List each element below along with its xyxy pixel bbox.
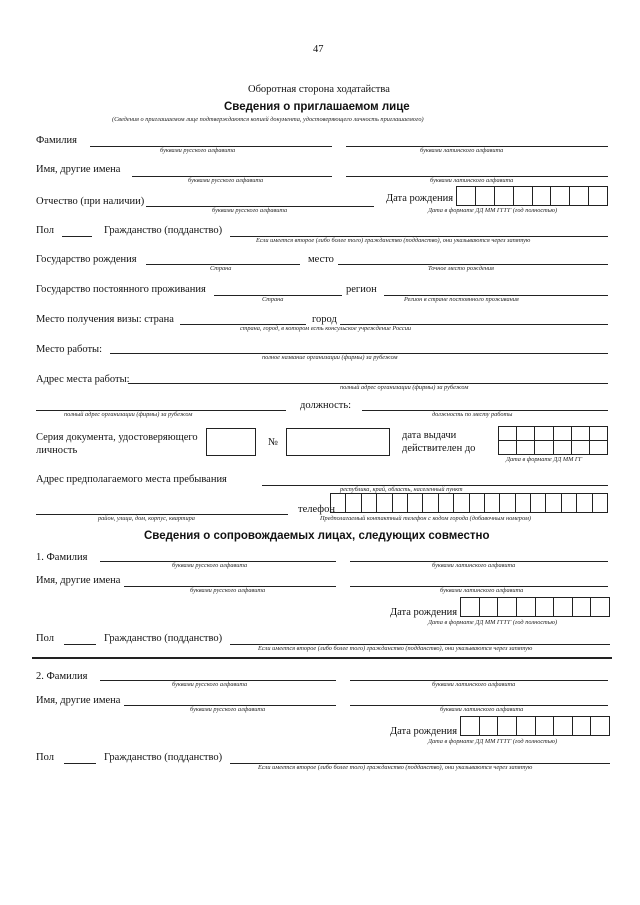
birth-state-label: Государство рождения <box>36 254 137 265</box>
p2-hint-name-lat: буквами латинского алфавита <box>440 706 524 713</box>
birth-place-label: место <box>308 254 334 265</box>
hint-second-citizenship: Если имеется второе (либо более того) гражданство (подданство), они указываются через запятую <box>256 237 531 244</box>
page-number: 47 <box>313 44 324 55</box>
p2-sex-line[interactable] <box>64 763 96 764</box>
issue-date-label: дата выдачи <box>402 430 457 441</box>
p1-sex-line[interactable] <box>64 644 96 645</box>
sex-label: Пол <box>36 225 54 236</box>
p1-hint-second-citizenship: Если имеется второе (либо более того) гражданство (подданство), они указываются через запятую <box>258 645 533 652</box>
section-title-invited: Сведения о приглашаемом лице <box>224 101 410 113</box>
p2-citizenship-label: Гражданство (подданство) <box>104 752 223 763</box>
hint-contact-phone: Предполагаемый контактный телефон с кодом города (добавочным номером) <box>320 515 531 522</box>
hint-republic-region: республика, край, область, населенный пункт <box>340 486 463 493</box>
p2-dob-cells[interactable] <box>460 716 610 736</box>
workplace-label: Место работы: <box>36 344 103 355</box>
doc-series-box[interactable] <box>206 428 256 456</box>
section-subtitle: (Сведения о приглашаемом лице подтверждаются копией документа, удостоверяющего личность приглашаемого) <box>112 116 424 123</box>
p1-hint-dob: Дата в формате ДД ММ ГГГГ (год полностью) <box>428 619 558 626</box>
hint-surname-ru: буквами русского алфавита <box>160 147 236 154</box>
hint-region: Регион в стране постоянного проживания <box>404 296 519 303</box>
p1-hint-name-ru: буквами русского алфавита <box>190 587 266 594</box>
hint-name-lat: буквами латинского алфавита <box>430 177 514 184</box>
p2-hint-surname-lat: буквами латинского алфавита <box>432 681 516 688</box>
reverse-side-caption: Оборотная сторона ходатайства <box>248 84 390 95</box>
hint-exact-birthplace: Точное место рождения <box>428 265 494 272</box>
p2-surname-label: 2. Фамилия <box>36 671 88 682</box>
p1-dob-cells[interactable] <box>460 597 610 617</box>
issue-date-cells[interactable] <box>498 426 608 441</box>
hint-org-address: полный адрес организации (фирмы) за рубежом <box>340 384 469 391</box>
p2-hint-second-citizenship: Если имеется второе (либо более того) гражданство (подданство), они указываются через запятую <box>258 764 533 771</box>
p2-name-label: Имя, другие имена <box>36 695 121 706</box>
hint-dob: Дата в формате ДД ММ ГГГГ (год полностью) <box>428 207 558 214</box>
sex-line[interactable] <box>62 236 92 237</box>
name-label: Имя, другие имена <box>36 164 121 175</box>
visa-place-label: Место получения визы: страна <box>36 314 174 325</box>
hint-org-address-2: полный адрес организации (фирмы) за рубежом <box>64 411 193 418</box>
region-label: регион <box>346 284 377 295</box>
p1-dob-label: Дата рождения <box>390 607 458 618</box>
phone-label: телефон <box>298 504 335 515</box>
companion-divider <box>32 657 612 659</box>
residence-state-label: Государство постоянного проживания <box>36 284 206 295</box>
hint-patronymic: буквами русского алфавита <box>212 207 288 214</box>
hint-country: Страна <box>210 265 232 272</box>
citizenship-label: Гражданство (подданство) <box>104 225 223 236</box>
p1-name-label: Имя, другие имена <box>36 575 121 586</box>
p2-dob-label: Дата рождения <box>390 726 458 737</box>
hint-consulate: страна, город, в котором есть консульское учреждение России <box>240 325 411 332</box>
hint-position: должность по месту работы <box>432 411 513 418</box>
valid-until-label: действителен до <box>402 443 476 454</box>
p1-hint-surname-lat: буквами латинского алфавита <box>432 562 516 569</box>
surname-label: Фамилия <box>36 135 77 146</box>
patronymic-label: Отчество (при наличии) <box>36 196 145 207</box>
p1-surname-label: 1. Фамилия <box>36 552 88 563</box>
section-title-companions: Сведения о сопровождаемых лицах, следующих совместно <box>144 530 490 542</box>
p2-hint-dob: Дата в формате ДД ММ ГГГГ (год полностью) <box>428 738 558 745</box>
p1-sex-label: Пол <box>36 633 54 644</box>
number-sign: № <box>268 437 279 448</box>
city-label: город <box>312 314 337 325</box>
hint-surname-lat: буквами латинского алфавита <box>420 147 504 154</box>
dob-cells[interactable] <box>456 186 608 206</box>
doc-series-label: Серия документа, удостоверяющего <box>36 432 198 443</box>
stay-address-label: Адрес предполагаемого места пребывания <box>36 474 227 485</box>
doc-series-label-2: личность <box>36 445 78 456</box>
p1-hint-surname-ru: буквами русского алфавита <box>172 562 248 569</box>
doc-number-box[interactable] <box>286 428 390 456</box>
work-address-label: Адрес места работы: <box>36 374 130 385</box>
hint-date-ddmmyy: Дата в формате ДД ММ ГГ <box>506 456 583 463</box>
p1-citizenship-label: Гражданство (подданство) <box>104 633 223 644</box>
p2-hint-name-ru: буквами русского алфавита <box>190 706 266 713</box>
hint-org-name: полное название организации (фирмы) за рубежом <box>262 354 398 361</box>
hint-residence-country: Страна <box>262 296 284 303</box>
position-label: должность: <box>300 400 352 411</box>
valid-until-cells[interactable] <box>498 440 608 455</box>
phone-cells[interactable] <box>330 493 608 513</box>
hint-street: район, улица, дом, корпус, квартира <box>98 515 195 522</box>
dob-label: Дата рождения <box>386 193 454 204</box>
p2-sex-label: Пол <box>36 752 54 763</box>
hint-name-ru: буквами русского алфавита <box>188 177 264 184</box>
p2-hint-surname-ru: буквами русского алфавита <box>172 681 248 688</box>
p1-hint-name-lat: буквами латинского алфавита <box>440 587 524 594</box>
